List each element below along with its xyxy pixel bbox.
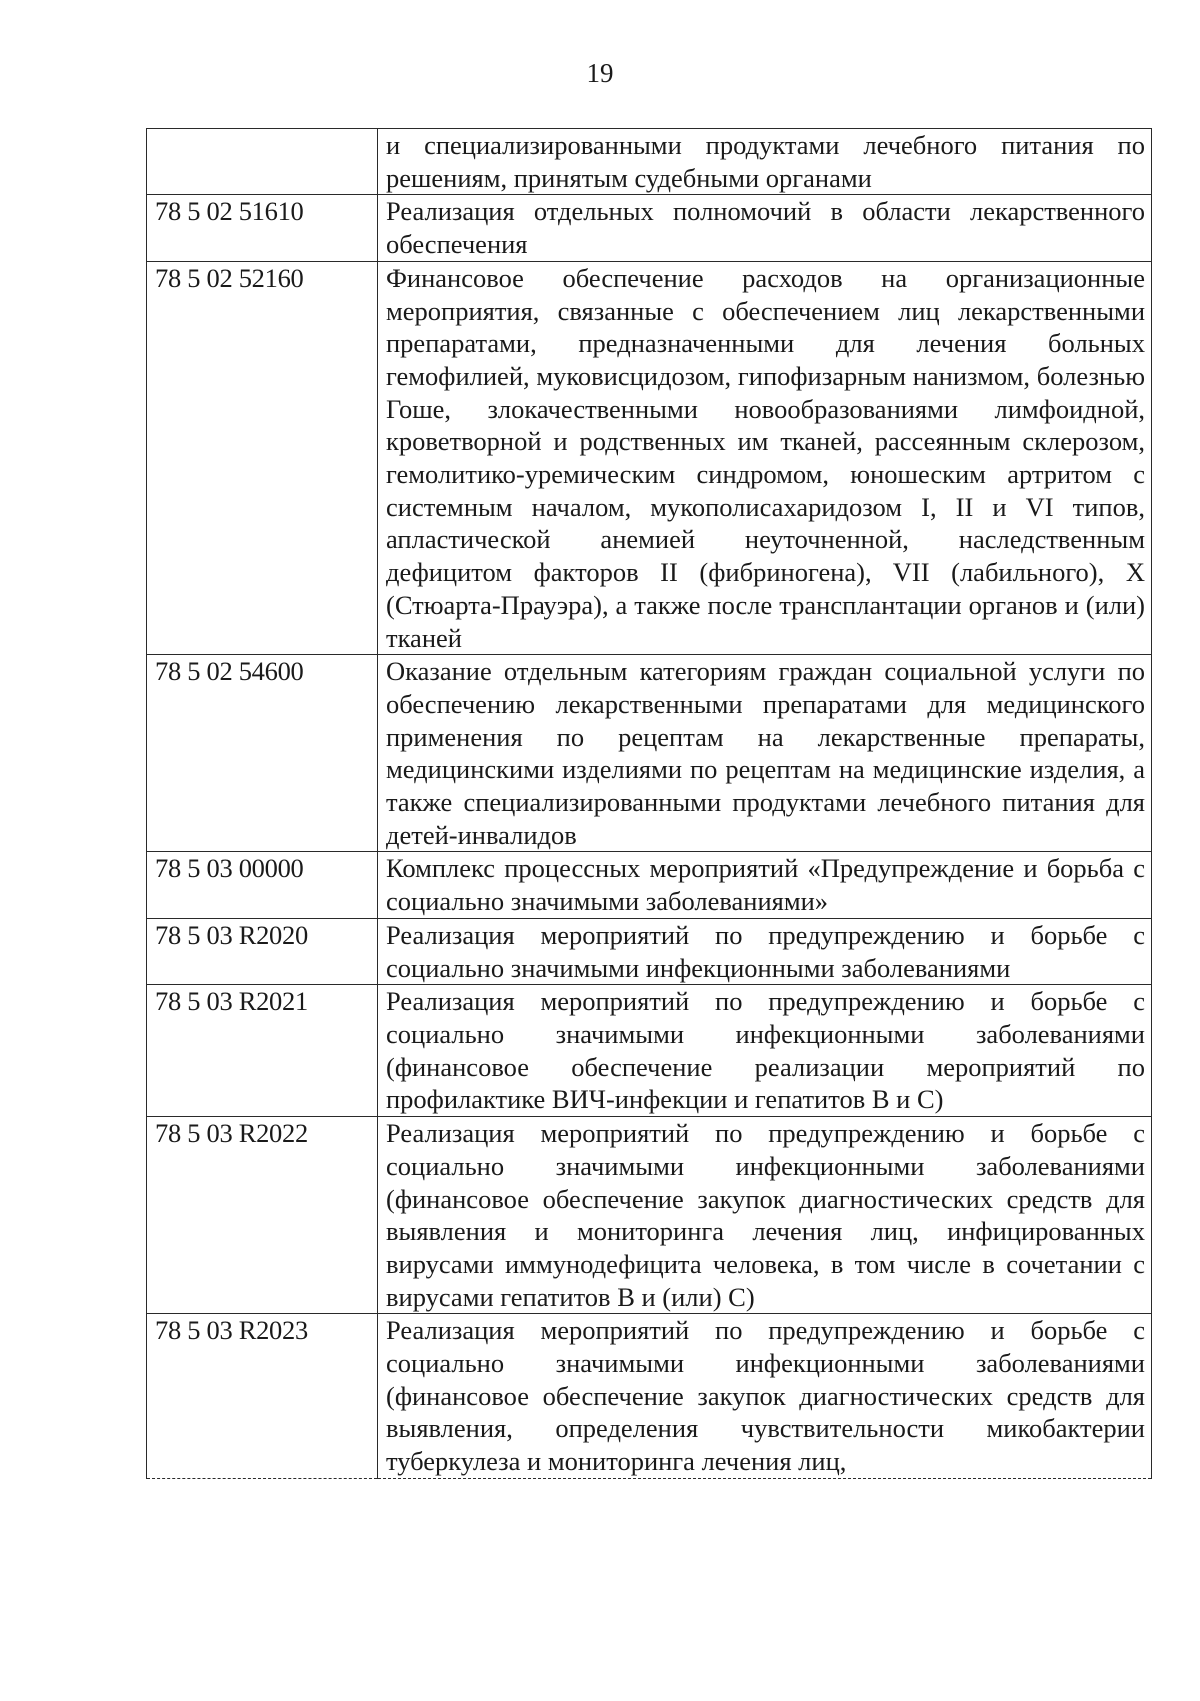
code-cell: 78 5 03 R2020: [147, 918, 378, 984]
table-row: [147, 129, 1152, 195]
code-cell: 78 5 03 00000: [147, 852, 378, 918]
description-cell: Реализация отдельных полномочий в области лекарственного обеспечения: [378, 195, 1152, 261]
table-row: [147, 1117, 1152, 1314]
code-cell: 78 5 02 52160: [147, 261, 378, 654]
table-row: [147, 655, 1152, 852]
table-row: [147, 985, 1152, 1117]
description-cell: Комплекс процессных мероприятий «Предупреждение и борьба с социально значимыми заболеваниями»: [378, 852, 1152, 918]
code-cell: [147, 129, 378, 195]
code-cell: 78 5 02 51610: [147, 195, 378, 261]
table-row: [147, 1314, 1152, 1479]
description-cell: Реализация мероприятий по предупреждению и борьбе с социально значимыми инфекционными заболеваниями: [378, 918, 1152, 984]
table-row: [147, 261, 1152, 654]
description-cell: Реализация мероприятий по предупреждению и борьбе с социально значимыми инфекционными заболеваниями (финансовое обеспечение закупок диагностических средств для выявления и мониторинга лечения лиц, инфицированных вирусами иммунодефицита человека, в том числе в сочетании с вирусами гепатитов B и (или) C): [378, 1117, 1152, 1314]
page-number: 19: [586, 58, 614, 88]
budget-classification-table: [146, 128, 1152, 1479]
table-row: [147, 918, 1152, 984]
code-cell: 78 5 02 54600: [147, 655, 378, 852]
table-row: [147, 852, 1152, 918]
description-cell: и специализированными продуктами лечебного питания по решениям, принятым судебными органами: [378, 129, 1152, 195]
description-cell: Оказание отдельным категориям граждан социальной услуги по обеспечению лекарственными препаратами для медицинского применения по рецептам на лекарственные препараты, медицинскими изделиями по рецептам на медицинские изделия, а также специализированными продуктами лечебного питания для детей-инвалидов: [378, 655, 1152, 852]
description-cell: Финансовое обеспечение расходов на организационные мероприятия, связанные с обеспечением лиц лекарственными препаратами, предназначенными для лечения больных гемофилией, муковисцидозом, гипофизарным нанизмом, болезнью Гоше, злокачественными новообразованиями лимфоидной, кроветворной и родственных им тканей, рассеянным склерозом, гемолитико-уремическим синдромом, юношеским артритом с системным началом, мукополисахаридозом I, II и VI типов, апластической анемией неуточненной, наследственным дефицитом факторов II (фибриногена), VII (лабильного), X (Стюарта-Прауэра), а также после трансплантации органов и (или) тканей: [378, 261, 1152, 654]
code-cell: 78 5 03 R2023: [147, 1314, 378, 1479]
code-cell: 78 5 03 R2022: [147, 1117, 378, 1314]
code-cell: 78 5 03 R2021: [147, 985, 378, 1117]
description-cell: Реализация мероприятий по предупреждению и борьбе с социально значимыми инфекционными заболеваниями (финансовое обеспечение реализации мероприятий по профилактике ВИЧ-инфекции и гепатитов B и C): [378, 985, 1152, 1117]
table-row: [147, 195, 1152, 261]
description-cell: Реализация мероприятий по предупреждению и борьбе с социально значимыми инфекционными заболеваниями (финансовое обеспечение закупок диагностических средств для выявления, определения чувствительности микобактерии туберкулеза и мониторинга лечения лиц,: [378, 1314, 1152, 1479]
